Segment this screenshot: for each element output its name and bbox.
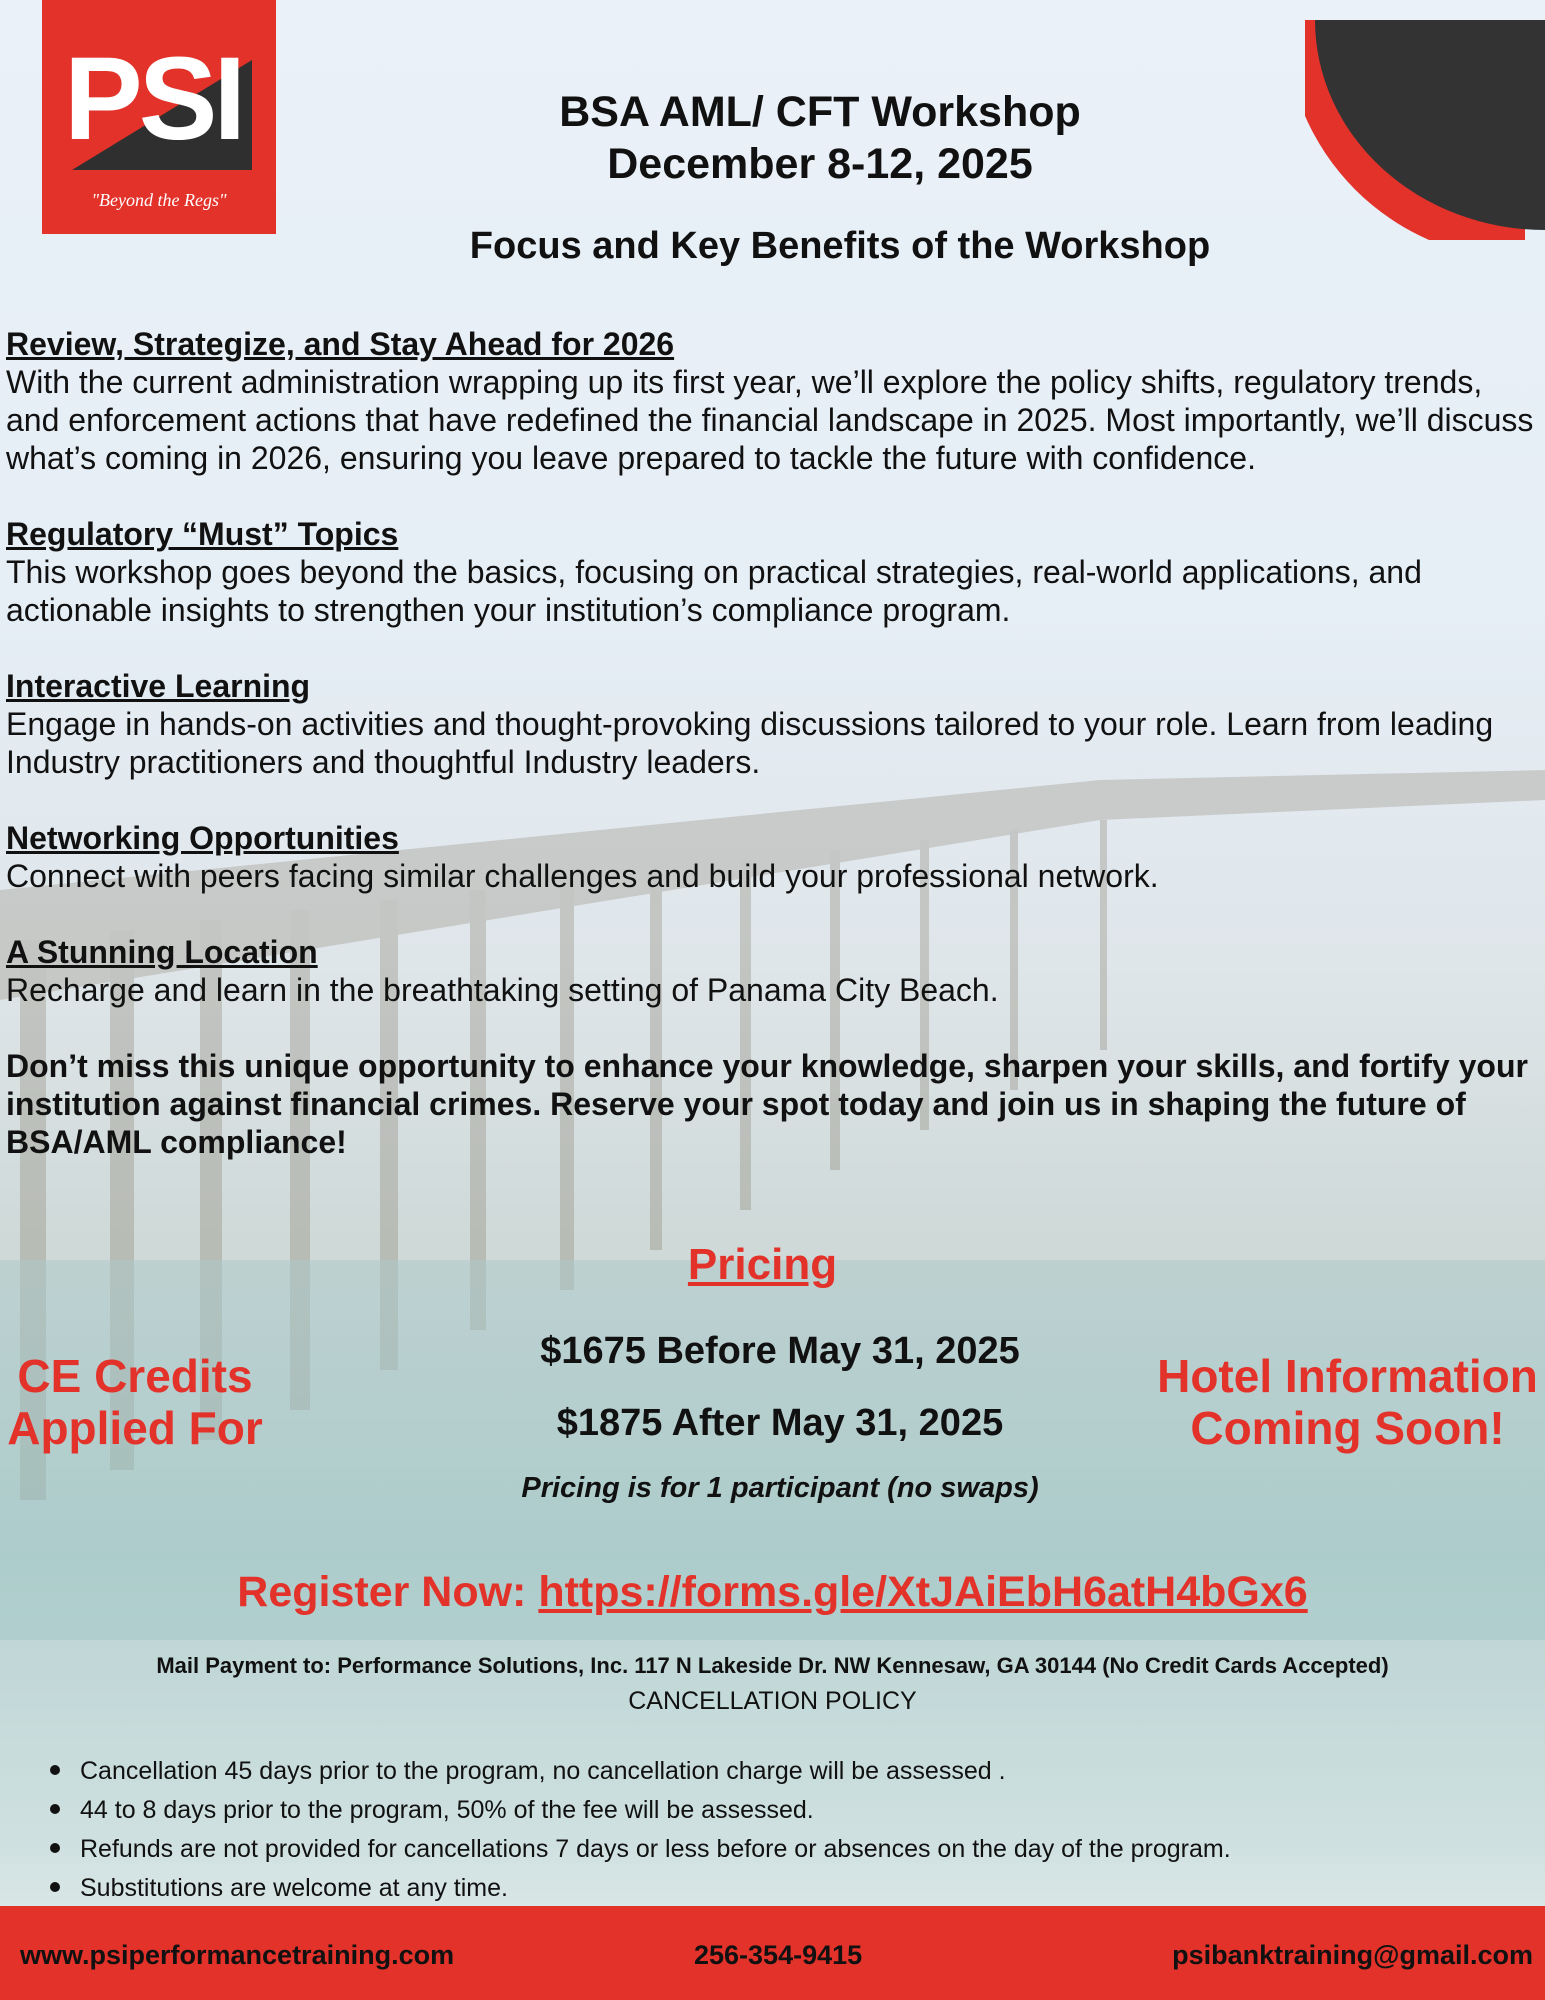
bullet-icon (50, 1804, 60, 1814)
policy-text: Cancellation 45 days prior to the program, no cancellation charge will be assessed . (80, 1757, 1006, 1785)
footer-bar (0, 1906, 1545, 2000)
section-interactive (6, 667, 1536, 781)
bullet-icon (50, 1843, 60, 1853)
list-item (50, 1869, 1231, 1908)
corner-decoration (1305, 0, 1545, 240)
bullet-icon (50, 1882, 60, 1892)
cancellation-title: CANCELLATION POLICY (628, 1687, 917, 1715)
section-review (6, 325, 1536, 477)
pricing-note: Pricing is for 1 participant (no swaps) (521, 1472, 1039, 1504)
section-heading: Interactive Learning (6, 668, 311, 704)
section-body: Engage in hands-on activities and thought-provoking discussions tailored to your role. Learn from leading Industry practitioners and thoughtful Industry leaders. (6, 706, 1494, 780)
mail-payment-info: Mail Payment to: Performance Solutions, Inc. 117 N Lakeside Dr. NW Kennesaw, GA 30144 (No Credit Cards Accepted) (156, 1653, 1389, 1678)
list-item (50, 1830, 1231, 1869)
title-line-2: December 8-12, 2025 (607, 140, 1033, 188)
section-heading: Regulatory “Must” Topics (6, 516, 399, 552)
section-location (6, 933, 1536, 1009)
section-heading: Review, Strategize, and Stay Ahead for 2026 (6, 326, 675, 362)
title-line-1: BSA AML/ CFT Workshop (559, 88, 1081, 136)
closing-statement: Don’t miss this unique opportunity to enhance your knowledge, sharpen your skills, and fortify your institution against financial crimes. Reserve your spot today and join us in shaping the future of BSA/AML compliance! (6, 1048, 1528, 1160)
register-link[interactable]: https://forms.gle/XtJAiEbH6atH4bGx6 (538, 1568, 1308, 1616)
hotel-line-1: Hotel Information (1157, 1350, 1538, 1402)
list-item (50, 1791, 1231, 1830)
footer-email-link[interactable]: psibanktraining@gmail.com (1172, 1940, 1533, 1970)
logo-text: PSI (64, 33, 243, 165)
benefits-content (6, 325, 1536, 1161)
cancellation-policy-list (50, 1752, 1231, 1908)
ce-line-2: Applied For (7, 1402, 263, 1454)
section-heading: Networking Opportunities (6, 820, 399, 856)
page-title (440, 86, 1200, 190)
price-early: $1675 Before May 31, 2025 (540, 1330, 1020, 1372)
hotel-info-notice (1150, 1350, 1545, 1454)
footer-phone[interactable]: 256-354-9415 (694, 1940, 863, 1970)
register-line (0, 1568, 1545, 1617)
policy-text: Refunds are not provided for cancellations 7 days or less before or absences on the day of the program. (80, 1835, 1231, 1863)
ce-line-1: CE Credits (17, 1350, 253, 1402)
logo-tagline: "Beyond the Regs" (91, 190, 227, 210)
policy-text: 44 to 8 days prior to the program, 50% of the fee will be assessed. (80, 1796, 814, 1824)
footer-website-link[interactable]: www.psiperformancetraining.com (20, 1940, 455, 1970)
policy-text: Substitutions are welcome at any time. (80, 1874, 508, 1902)
ce-credits-notice (0, 1350, 270, 1454)
page-subtitle: Focus and Key Benefits of the Workshop (469, 225, 1211, 267)
section-networking (6, 819, 1536, 895)
section-body: This workshop goes beyond the basics, focusing on practical strategies, real-world applications, and actionable insights to strengthen your institution’s compliance program. (6, 554, 1422, 628)
list-item (50, 1752, 1231, 1791)
section-body: Connect with peers facing similar challenges and build your professional network. (6, 858, 1159, 894)
section-body: Recharge and learn in the breathtaking setting of Panama City Beach. (6, 972, 999, 1008)
psi-logo (42, 0, 276, 234)
section-body: With the current administration wrapping up its first year, we’ll explore the policy shifts, regulatory trends, and enforcement actions that have redefined the financial landscape in 2025. Most importantly, we’ll discuss what’s coming in 2026, ensuring you leave prepared to tackle the future with confidence. (6, 364, 1534, 476)
section-heading: A Stunning Location (6, 934, 318, 970)
pricing-title: Pricing (687, 1240, 838, 1289)
section-regulatory (6, 515, 1536, 629)
hotel-line-2: Coming Soon! (1190, 1402, 1505, 1454)
price-late: $1875 After May 31, 2025 (556, 1402, 1004, 1444)
bullet-icon (50, 1765, 60, 1775)
register-label: Register Now: (237, 1568, 539, 1616)
